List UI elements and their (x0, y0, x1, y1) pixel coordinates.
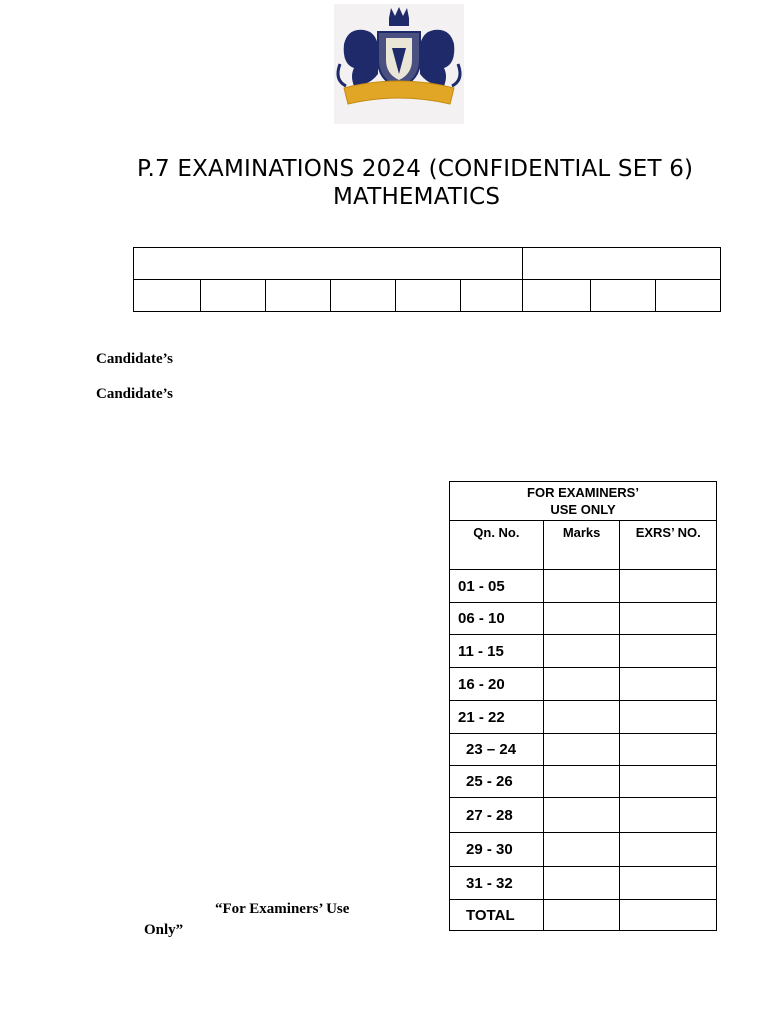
index-grid-cell[interactable] (522, 279, 591, 312)
examiner-number-cell[interactable] (620, 833, 717, 867)
examiners-note-line2: Only” (144, 922, 184, 938)
question-range: 29 - 30 (450, 833, 544, 867)
question-range: 11 - 15 (450, 635, 544, 668)
candidate-name-label: Candidate’s (96, 351, 173, 367)
column-header-marks: Marks (543, 521, 620, 570)
table-row (450, 734, 717, 766)
marks-cell[interactable] (543, 570, 620, 603)
column-header-qn: Qn. No. (450, 521, 544, 570)
index-grid-cell[interactable] (330, 279, 396, 312)
examiners-table-header (450, 482, 717, 521)
marks-cell[interactable] (543, 833, 620, 867)
marks-cell[interactable] (543, 798, 620, 833)
column-header-exrs: EXRS’ NO. (620, 521, 717, 570)
table-row (450, 867, 717, 900)
total-examiner-cell[interactable] (620, 900, 717, 931)
examiner-number-cell[interactable] (620, 635, 717, 668)
question-range: 27 - 28 (450, 798, 544, 833)
marks-cell[interactable] (543, 701, 620, 734)
question-range: 25 - 26 (450, 766, 544, 798)
marks-cell[interactable] (543, 766, 620, 798)
marks-cell[interactable] (543, 668, 620, 701)
question-range: 06 - 10 (450, 603, 544, 635)
examiners-header-line2: USE ONLY (550, 502, 616, 517)
table-row (450, 766, 717, 798)
total-marks-cell[interactable] (543, 900, 620, 931)
index-grid-cell[interactable] (522, 247, 721, 280)
examiner-number-cell[interactable] (620, 798, 717, 833)
examiner-number-cell[interactable] (620, 701, 717, 734)
question-range: 16 - 20 (450, 668, 544, 701)
table-row (450, 833, 717, 867)
candidate-signature-label: Candidate’s (96, 386, 173, 402)
index-grid-cell[interactable] (133, 279, 201, 312)
table-row (450, 570, 717, 603)
index-grid-cell[interactable] (133, 247, 523, 280)
table-row (450, 603, 717, 635)
examiners-marks-table (449, 481, 717, 931)
total-label: TOTAL (450, 900, 544, 931)
school-logo (334, 4, 464, 124)
examiner-number-cell[interactable] (620, 867, 717, 900)
table-row (450, 668, 717, 701)
examiner-number-cell[interactable] (620, 766, 717, 798)
marks-cell[interactable] (543, 635, 620, 668)
table-row (450, 635, 717, 668)
table-row (450, 701, 717, 734)
examiner-number-cell[interactable] (620, 603, 717, 635)
exam-title-line1: P.7 EXAMINATIONS 2024 (CONFIDENTIAL SET 6) (137, 156, 694, 182)
table-row (450, 798, 717, 833)
lion-crest-icon (334, 4, 464, 124)
marks-cell[interactable] (543, 734, 620, 766)
question-range: 21 - 22 (450, 701, 544, 734)
examiner-number-cell[interactable] (620, 734, 717, 766)
index-number-grid (133, 247, 721, 312)
examiners-header-line1: FOR EXAMINERS’ (527, 485, 639, 500)
table-row-total (450, 900, 717, 931)
marks-cell[interactable] (543, 867, 620, 900)
question-range: 01 - 05 (450, 570, 544, 603)
question-range: 23 – 24 (450, 734, 544, 766)
index-grid-cell[interactable] (395, 279, 461, 312)
index-grid-cell[interactable] (265, 279, 331, 312)
examiner-number-cell[interactable] (620, 570, 717, 603)
index-grid-cell[interactable] (460, 279, 523, 312)
marks-cell[interactable] (543, 603, 620, 635)
question-range: 31 - 32 (450, 867, 544, 900)
examiner-number-cell[interactable] (620, 668, 717, 701)
index-grid-cell[interactable] (655, 279, 721, 312)
index-grid-cell[interactable] (200, 279, 266, 312)
index-grid-cell[interactable] (590, 279, 656, 312)
exam-subject: MATHEMATICS (333, 184, 501, 210)
examiners-note-line1: “For Examiners’ Use (215, 901, 350, 917)
